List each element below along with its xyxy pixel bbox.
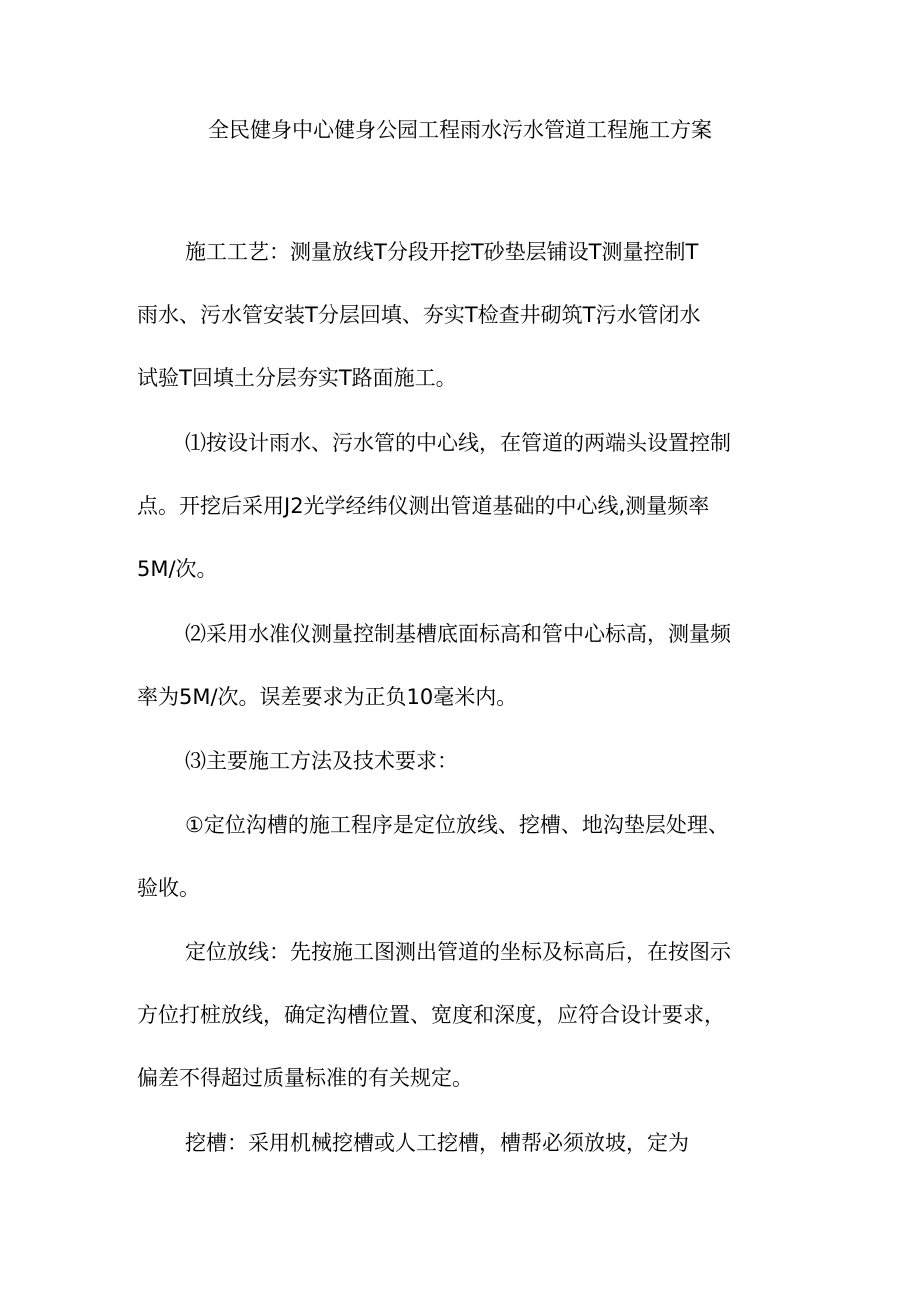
paragraph-item-2 — [137, 603, 797, 729]
paragraph-line: 雨水、污水管安装T分层回填、夯实T检查井砌筑T污水管闭水 — [137, 303, 701, 327]
paragraph-line: 点。开挖后采用J2光学经纬仪测出管道基础的中心线,测量频率 — [137, 494, 710, 518]
paragraph-line: 定位放线：先按施工图测出管道的坐标及标高后，在按图示 — [185, 940, 731, 964]
paragraph-item-1 — [137, 412, 797, 601]
paragraph-line: ①定位沟槽的施工程序是定位放线、挖槽、地沟垫层处理、 — [185, 813, 729, 837]
paragraph-item-3-heading — [137, 730, 797, 793]
paragraph-line: ⑵采用水准仪测量控制基槽底面标高和管中心标高，测量频 — [185, 622, 731, 646]
paragraph-line: ⑴按设计雨水、污水管的中心线，在管道的两端头设置控制 — [185, 431, 731, 455]
paragraph-line: 验收。 — [137, 876, 200, 900]
paragraph-line: 方位打桩放线，确定沟槽位置、宽度和深度，应符合设计要求， — [137, 1003, 725, 1027]
paragraph-line: 偏差不得超过质量标准的有关规定。 — [137, 1066, 473, 1090]
paragraph-line: 试验T回填土分层夯实T路面施工。 — [137, 366, 457, 390]
paragraph-line: 挖槽：采用机械挖槽或人工挖槽，槽帮必须放坡，定为 — [185, 1131, 689, 1155]
paragraph-line: 施工工艺：测量放线T分段开挖T砂垫层铺设T测量控制T — [185, 240, 699, 264]
paragraph-construction-process — [137, 221, 797, 410]
paragraph-trenching — [137, 1112, 797, 1175]
paragraph-positioning — [137, 921, 797, 1110]
document-title: 全民健身中心健身公园工程雨水污水管道工程施工方案 — [208, 118, 712, 142]
paragraph-line: ⑶主要施工方法及技术要求： — [185, 749, 458, 773]
paragraph-trench-procedure — [137, 794, 797, 920]
paragraph-line: 率为5M/次。误差要求为正负10毫米内。 — [137, 685, 518, 709]
paragraph-line: 5M/次。 — [137, 557, 218, 581]
